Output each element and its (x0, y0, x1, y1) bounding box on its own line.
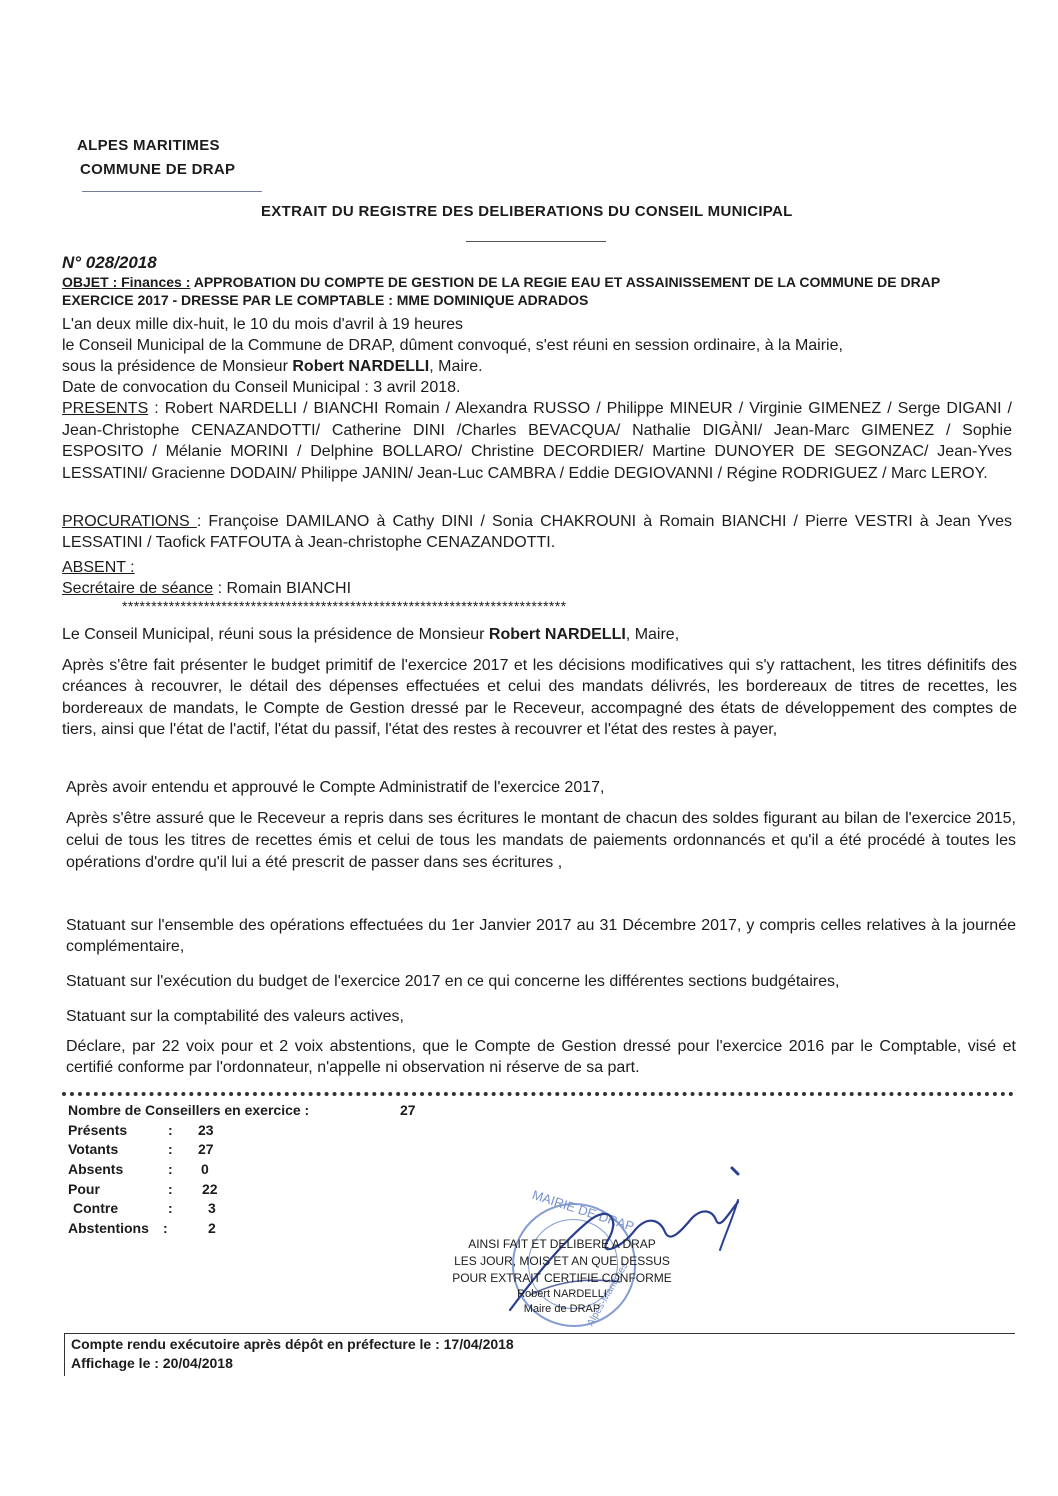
body-valeurs: Statuant sur la comptabilité des valeurs actives, (66, 1008, 404, 1025)
vote-colon: : (163, 1220, 168, 1236)
body-compte-admin: Après avoir entendu et approuvé le Compte Administratif de l'exercice 2017, (66, 779, 605, 796)
title-divider (466, 241, 606, 242)
intro-presidence-post: , Maire. (429, 358, 483, 375)
body-budget: Après s'être fait présenter le budget primitif de l'exercice 2017 et les décisions modificatives qui s'y rattachent, les titres définitifs des créances à recouvrer, le détail des dépenses effectuées et celui des mandats délivrés, les bordereaux de titres de recettes, les bordereaux de mandats, le Compte de Gestion dressé par le Receveur, accompagné des états de développement des comptes de tiers, ainsi que l'état de l'actif, l'état du passif, l'état des restes à recouvrer et l'état des restes à payer, (62, 657, 1017, 739)
mayor-name: Robert NARDELLI (292, 358, 430, 375)
header-divider (82, 191, 262, 192)
body-operations: Statuant sur l'ensemble des opérations effectuées du 1er Janvier 2017 au 31 Décembre 2017, y compris celles relatives à la journée complémentaire, (66, 917, 1016, 955)
signature-role: Maire de DRAP (523, 1303, 601, 1315)
signature-line-3: POUR EXTRAIT CERTIFIE CONFORME (452, 1271, 672, 1285)
intro-presidence-pre: sous la présidence de Monsieur (62, 358, 293, 375)
commune-title: COMMUNE DE DRAP (80, 161, 236, 178)
footer-affichage: Affichage le : 20/04/2018 (71, 1355, 233, 1371)
secretary-name: : Romain BIANCHI (213, 580, 352, 597)
deliberation-number: N° 028/2018 (62, 253, 157, 272)
stamp-top-text: MAIRIE DE DRAP (530, 1186, 636, 1235)
body-council-post: , Maire, (625, 626, 680, 643)
object-line-1 (62, 274, 940, 290)
signature-line-2: LES JOUR, MOIS ET AN QUE DESSUS (454, 1254, 670, 1268)
absent-label: ABSENT : (62, 559, 135, 576)
conseillers-value: 27 (400, 1102, 416, 1118)
vote-colon: : (168, 1141, 173, 1157)
signature-block (412, 1236, 712, 1317)
register-title: EXTRAIT DU REGISTRE DES DELIBERATIONS DU CONSEIL MUNICIPAL (261, 203, 793, 220)
vote-label: Présents (68, 1122, 128, 1138)
object-label: OBJET : Finances : (62, 274, 191, 290)
secretary-line (62, 578, 351, 599)
vote-value: 23 (198, 1122, 214, 1138)
vote-value: 2 (208, 1220, 216, 1236)
intro-convocation: le Conseil Municipal de la Commune de DRAP, dûment convoqué, s'est réuni en session ordinaire, à la Mairie, (62, 337, 843, 354)
vote-label: Absents (68, 1161, 124, 1177)
body-execution: Statuant sur l'exécution du budget de l'exercice 2017 en ce qui concerne les différentes sections budgétaires, (66, 973, 840, 990)
vote-value: 0 (201, 1161, 209, 1177)
convocation-date: Date de convocation du Conseil Municipal : 3 avril 2018. (62, 379, 461, 396)
body-declaration: Déclare, par 22 voix pour et 2 voix abstentions, que le Compte de Gestion dressé pour l'exercice 2016 par le Comptable, visé et certifié conforme par l'ordonnateur, n'appelle ni observation ni réserve de sa part. (66, 1038, 1016, 1076)
vote-colon: : (168, 1161, 173, 1177)
presents-paragraph (62, 398, 1012, 484)
procurations-paragraph (62, 511, 1012, 553)
procurations-label: PROCURATIONS (62, 513, 197, 530)
intro-date: L'an deux mille dix-huit, le 10 du mois d'avril à 19 heures (62, 316, 463, 333)
object-line-2: EXERCICE 2017 - DRESSE PAR LE COMPTABLE : MME DOMINIQUE ADRADOS (62, 292, 589, 308)
body-mayor-name: Robert NARDELLI (488, 626, 626, 643)
vote-value: 22 (202, 1181, 218, 1197)
department-title: ALPES MARITIMES (77, 137, 220, 154)
stars-separator: **************************************************************************** (122, 598, 567, 614)
vote-value: 3 (208, 1200, 216, 1216)
body-council (62, 624, 1012, 645)
conseillers-label: Nombre de Conseillers en exercice : (68, 1102, 310, 1118)
secretary-label: Secrétaire de séance (62, 580, 214, 597)
object-text: APPROBATION DU COMPTE DE GESTION DE LA REGIE EAU ET ASSAINISSEMENT DE LA COMMUNE DE DRAP (193, 274, 941, 290)
intro-presidence (62, 356, 1012, 377)
presents-list: : Robert NARDELLI / BIANCHI Romain / Alexandra RUSSO / Philippe MINEUR / Virginie GIMENEZ / Serge DIGANI / Jean-Christophe CENAZANDOTTI/ Catherine DINI /Charles BEVACQUA/ Nathalie DIGÀNI/ Jean-Marc GIMENEZ / Sophie ESPOSITO / Mélanie MORINI / Delphine BOLLARO/ Christine DECORDIER/ Martine DUNOYER DE SEGONZAC/ Jean-Yves LESSATINI/ Gracienne DODAIN/ Philippe JANIN/ Jean-Luc CAMBRA / Eddie DEGIOVANNI / Régine RODRIGUEZ / Marc LEROY. (62, 400, 1012, 482)
vote-colon: : (168, 1200, 173, 1216)
stamp-bottom-text: Alpes-Maritimes (585, 1260, 631, 1329)
procurations-list: : Françoise DAMILANO à Cathy DINI / Sonia CHAKROUNI à Romain BIANCHI / Pierre VESTRI à Jean Yves LESSATINI / Taofick FATFOUTA à Jean-christophe CENAZANDOTTI. (62, 513, 1012, 551)
vote-colon: : (168, 1122, 173, 1138)
vote-colon: : (168, 1181, 173, 1197)
presents-label: PRESENTS (62, 400, 149, 417)
vote-label: Pour (68, 1181, 100, 1197)
vote-label: Contre (73, 1200, 119, 1216)
vote-label: Abstentions (68, 1220, 149, 1236)
body-receveur: Après s'être assuré que le Receveur a repris dans ses écritures le montant de chacun des soldes figurant au bilan de l'exercice 2015, celui de tous les titres de recettes émis et celui de tous les mandats de paiements ordonnancés et qu'il a été procédé à toutes les opérations d'ordre qu'il lui a été prescrit de passer dans ses écritures , (66, 810, 1016, 871)
footer-box (64, 1333, 1015, 1376)
dotted-separator (62, 1092, 1014, 1096)
signature-name: Robert NARDELLI (517, 1288, 607, 1300)
vote-label: Votants (68, 1141, 119, 1157)
signature-line-1: AINSI FAIT ET DELIBERE A DRAP (468, 1237, 656, 1251)
vote-value: 27 (198, 1141, 214, 1157)
footer-executoire: Compte rendu exécutoire après dépôt en préfecture le : 17/04/2018 (71, 1336, 514, 1352)
body-council-pre: Le Conseil Municipal, réuni sous la présidence de Monsieur (62, 626, 489, 643)
